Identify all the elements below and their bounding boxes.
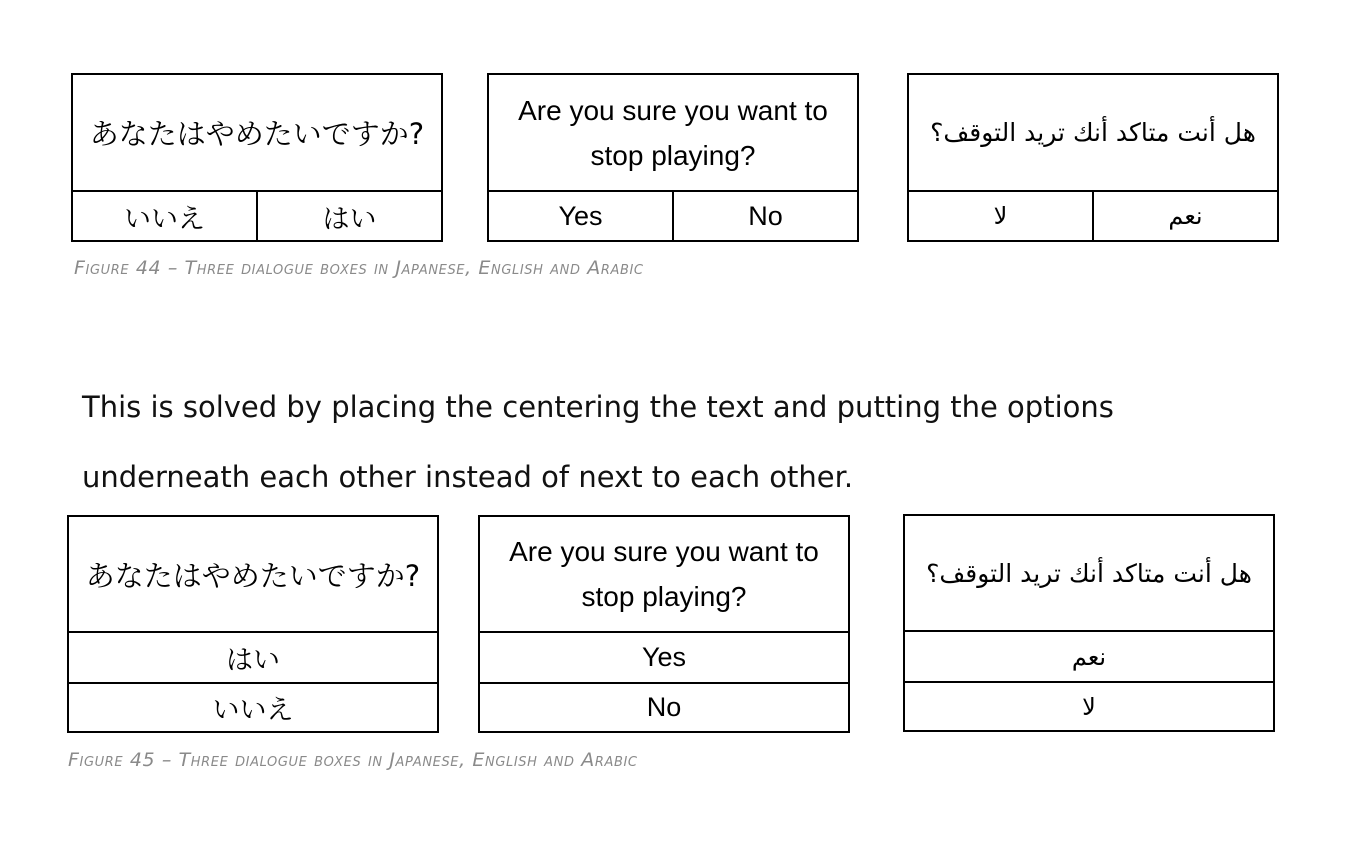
dialog-english-vertical (478, 515, 850, 733)
option-yes[interactable]: Yes (641, 642, 687, 672)
dialog-question: هل أنت متاكد أنك تريد التوقف؟ (905, 516, 1273, 632)
figure-45-caption: Figure 45 – Three dialogue boxes in Japanese, English and Arabic (68, 749, 638, 771)
option-no[interactable]: No (480, 682, 848, 731)
dialog-options (909, 192, 1277, 240)
option-no[interactable]: いいえ (69, 682, 437, 731)
option-no[interactable]: لا (993, 202, 1008, 230)
option-yes[interactable]: Yes (558, 200, 603, 231)
figure-44-caption: Figure 44 – Three dialogue boxes in Japanese, English and Arabic (74, 257, 644, 279)
dialog-question: あなたはやめたいですか? (73, 75, 441, 192)
option-yes[interactable]: はい (256, 192, 441, 240)
dialog-japanese-vertical (67, 515, 439, 733)
dialog-options (73, 192, 441, 240)
option-yes[interactable]: نعم (1092, 192, 1277, 240)
dialog-question: あなたはやめたいですか? (69, 517, 437, 633)
body-paragraph: This is solved by placing the centering the text and putting the options underneath each other instead of next to each other. (82, 390, 1114, 494)
dialog-english-horizontal (487, 73, 859, 242)
dialog-arabic-vertical (903, 514, 1275, 732)
option-yes[interactable]: はい (226, 645, 280, 676)
dialog-options (489, 192, 857, 240)
dialog-japanese-horizontal (71, 73, 443, 242)
dialog-question: هل أنت متاكد أنك تريد التوقف؟ (909, 75, 1277, 192)
dialog-question: Are you sure you want to stop playing? (489, 75, 857, 192)
dialog-arabic-horizontal (907, 73, 1279, 242)
dialog-question: Are you sure you want to stop playing? (480, 517, 848, 633)
option-no[interactable]: いいえ (124, 203, 205, 235)
option-no[interactable]: No (672, 192, 857, 240)
option-yes[interactable]: نعم (1071, 642, 1107, 671)
option-no[interactable]: لا (905, 681, 1273, 730)
